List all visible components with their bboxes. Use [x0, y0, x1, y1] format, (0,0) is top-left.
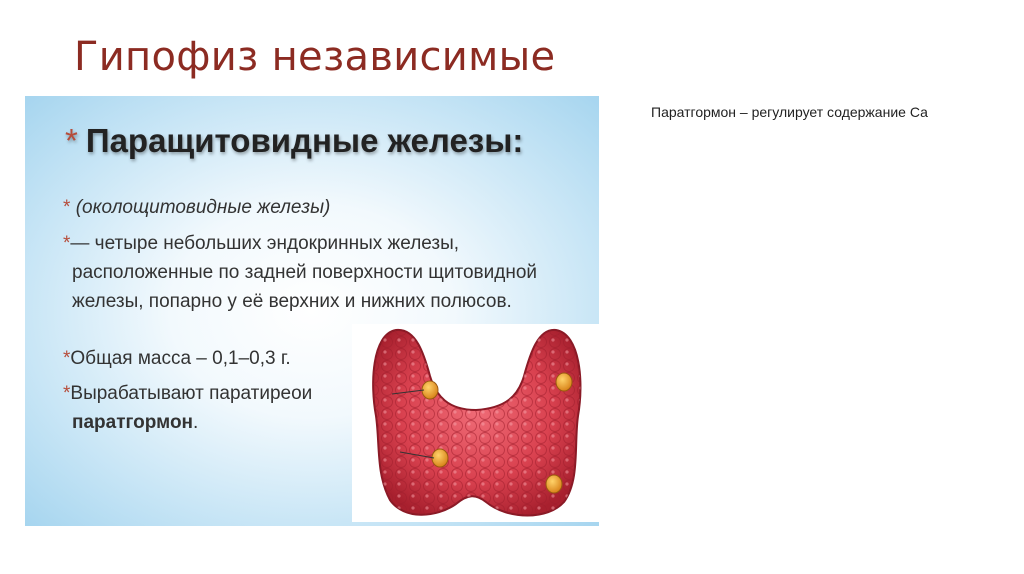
bullet-star: * [63, 348, 71, 369]
bullet-star: * [63, 383, 71, 404]
side-note: Паратгормон – регулирует содержание Са [651, 104, 928, 120]
bullet-hormone [63, 379, 312, 437]
thyroid-gland-icon [352, 324, 599, 522]
bullet-text: — четыре небольших эндокринных железы, [70, 233, 460, 254]
thyroid-gland-drawing [352, 324, 599, 522]
bullet-star: * [63, 233, 71, 254]
heading-text: Паращитовидные железы: [85, 122, 524, 159]
bullet-text: Вырабатывают паратиреои [70, 383, 313, 404]
bullet-alt-name [63, 193, 330, 222]
bullet-description [63, 229, 563, 316]
bullet-text: Общая масса – 0,1–0,3 г. [70, 348, 291, 369]
parathyroid-illustration [25, 96, 599, 526]
illustration-heading [65, 122, 523, 160]
heading-star: * [65, 122, 78, 159]
bullet-continuation: расположенные по задней поверхности щитовидной железы, попарно у её верхних и нижних полюсов. [72, 262, 538, 312]
slide-title: Гипофиз независимые [74, 34, 556, 80]
bullet-mass [63, 344, 291, 373]
bullet-hormone-name: паратгормон [72, 412, 194, 433]
bullet-end: . [193, 412, 199, 433]
bullet-text: (околощитовидные железы) [75, 197, 331, 218]
bullet-star: * [63, 197, 71, 218]
